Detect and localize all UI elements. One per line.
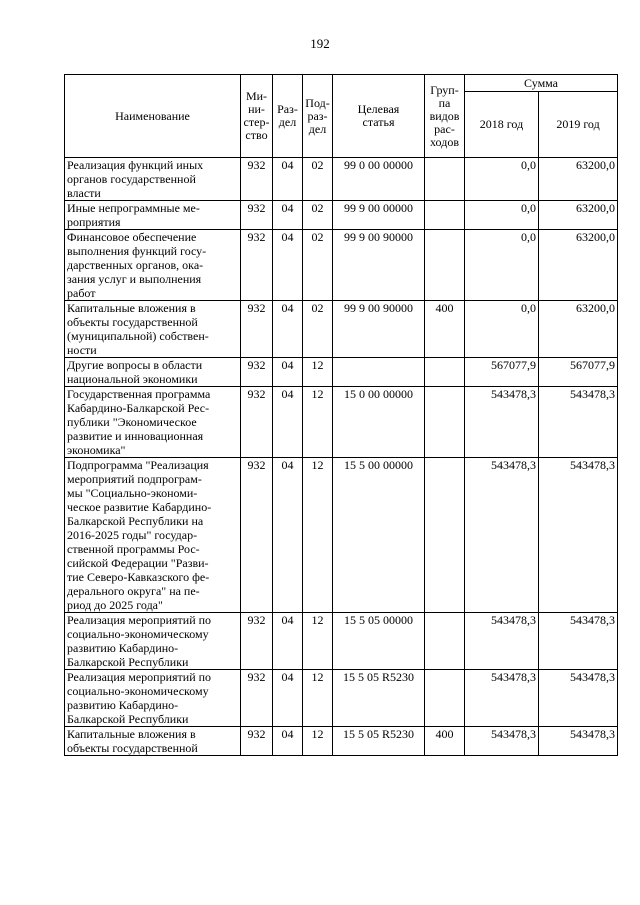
row-target-cell: 15 5 00 00000 [333, 458, 425, 613]
header-year-2019: 2019 год [539, 92, 618, 158]
row-expense-group-cell [425, 201, 465, 230]
row-name-cell: Государственная программа Кабардино-Балкарской Рес- публики "Экономическое развитие и инновационная экономика" [65, 387, 241, 458]
row-ministry-cell: 932 [241, 458, 273, 613]
row-target-cell [333, 358, 425, 387]
budget-table [64, 74, 618, 756]
row-ministry-cell: 932 [241, 301, 273, 358]
row-sum-2019-cell: 567077,9 [539, 358, 618, 387]
row-sum-2019-cell: 543478,3 [539, 613, 618, 670]
header-section: Раз- дел [273, 75, 303, 158]
row-expense-group-cell: 400 [425, 727, 465, 756]
row-sum-2019-cell: 543478,3 [539, 387, 618, 458]
row-name-cell: Иные непрограммные ме- роприятия [65, 201, 241, 230]
table-row [65, 158, 618, 201]
row-target-cell: 15 5 05 R5230 [333, 670, 425, 727]
row-name-cell: Подпрограмма "Реализация мероприятий подпрограм- мы "Социально-экономи- ческое развитие Кабардино- Балкарской Республики на 2016-2025 годы" государ- ственной программы Рос- сийской Федерации "Разви- тие Северо-Кавказского фе- дерального округа" на пе- риод до 2025 года" [65, 458, 241, 613]
table-row [65, 727, 618, 756]
row-ministry-cell: 932 [241, 613, 273, 670]
row-expense-group-cell [425, 387, 465, 458]
row-ministry-cell: 932 [241, 670, 273, 727]
row-name-cell: Реализация мероприятий по социально-экономическому развитию Кабардино- Балкарской Республики [65, 670, 241, 727]
row-sum-2019-cell: 63200,0 [539, 301, 618, 358]
row-section-cell: 04 [273, 230, 303, 301]
row-sum-2018-cell: 543478,3 [465, 727, 539, 756]
row-subsection-cell: 02 [303, 230, 333, 301]
row-target-cell: 15 0 00 00000 [333, 387, 425, 458]
row-section-cell: 04 [273, 301, 303, 358]
row-section-cell: 04 [273, 727, 303, 756]
row-section-cell: 04 [273, 201, 303, 230]
header-expense-group: Груп- па видов рас- ходов [425, 75, 465, 158]
row-subsection-cell: 12 [303, 727, 333, 756]
row-sum-2019-cell: 63200,0 [539, 201, 618, 230]
row-sum-2019-cell: 543478,3 [539, 727, 618, 756]
row-subsection-cell: 12 [303, 613, 333, 670]
table-row [65, 458, 618, 613]
row-sum-2018-cell: 543478,3 [465, 387, 539, 458]
table-row [65, 201, 618, 230]
row-target-cell: 99 0 00 00000 [333, 158, 425, 201]
row-sum-2019-cell: 63200,0 [539, 158, 618, 201]
table-row [65, 387, 618, 458]
row-sum-2019-cell: 543478,3 [539, 670, 618, 727]
row-expense-group-cell [425, 458, 465, 613]
header-sum: Сумма [465, 75, 618, 92]
row-target-cell: 99 9 00 90000 [333, 230, 425, 301]
row-name-cell: Реализация мероприятий по социально-экономическому развитию Кабардино- Балкарской Республики [65, 613, 241, 670]
row-subsection-cell: 12 [303, 458, 333, 613]
row-sum-2018-cell: 0,0 [465, 201, 539, 230]
table-row [65, 301, 618, 358]
row-sum-2018-cell: 543478,3 [465, 458, 539, 613]
row-section-cell: 04 [273, 670, 303, 727]
row-sum-2018-cell: 0,0 [465, 301, 539, 358]
row-sum-2018-cell: 0,0 [465, 230, 539, 301]
row-subsection-cell: 02 [303, 158, 333, 201]
row-expense-group-cell [425, 158, 465, 201]
row-expense-group-cell [425, 613, 465, 670]
table-row [65, 670, 618, 727]
row-section-cell: 04 [273, 387, 303, 458]
row-ministry-cell: 932 [241, 387, 273, 458]
row-section-cell: 04 [273, 613, 303, 670]
row-ministry-cell: 932 [241, 230, 273, 301]
row-target-cell: 99 9 00 00000 [333, 201, 425, 230]
row-name-cell: Реализация функций иных органов государственной власти [65, 158, 241, 201]
row-sum-2018-cell: 543478,3 [465, 613, 539, 670]
row-sum-2018-cell: 0,0 [465, 158, 539, 201]
table-row [65, 613, 618, 670]
row-target-cell: 99 9 00 90000 [333, 301, 425, 358]
header-name: Наименование [65, 75, 241, 158]
row-subsection-cell: 02 [303, 201, 333, 230]
row-target-cell: 15 5 05 R5230 [333, 727, 425, 756]
row-section-cell: 04 [273, 358, 303, 387]
header-ministry: Ми- ни- стер- ство [241, 75, 273, 158]
header-row [65, 75, 618, 92]
row-name-cell: Капитальные вложения в объекты государственной (муниципальной) собствен- ности [65, 301, 241, 358]
row-section-cell: 04 [273, 458, 303, 613]
row-target-cell: 15 5 05 00000 [333, 613, 425, 670]
row-section-cell: 04 [273, 158, 303, 201]
header-target: Целевая статья [333, 75, 425, 158]
header-subsection: Под- раз- дел [303, 75, 333, 158]
row-name-cell: Капитальные вложения в объекты государственной [65, 727, 241, 756]
row-expense-group-cell [425, 358, 465, 387]
table-body [65, 158, 618, 756]
row-name-cell: Другие вопросы в области национальной экономики [65, 358, 241, 387]
page-number: 192 [310, 36, 330, 51]
row-subsection-cell: 12 [303, 670, 333, 727]
row-sum-2019-cell: 543478,3 [539, 458, 618, 613]
row-ministry-cell: 932 [241, 201, 273, 230]
row-expense-group-cell [425, 230, 465, 301]
table-row [65, 358, 618, 387]
row-sum-2019-cell: 63200,0 [539, 230, 618, 301]
row-subsection-cell: 12 [303, 387, 333, 458]
row-subsection-cell: 12 [303, 358, 333, 387]
row-sum-2018-cell: 567077,9 [465, 358, 539, 387]
row-subsection-cell: 02 [303, 301, 333, 358]
header-year-2018: 2018 год [465, 92, 539, 158]
row-ministry-cell: 932 [241, 727, 273, 756]
row-name-cell: Финансовое обеспечение выполнения функций госу- дарственных органов, ока- зания услуг и выполнения работ [65, 230, 241, 301]
row-expense-group-cell: 400 [425, 301, 465, 358]
row-ministry-cell: 932 [241, 158, 273, 201]
row-ministry-cell: 932 [241, 358, 273, 387]
row-sum-2018-cell: 543478,3 [465, 670, 539, 727]
table-row [65, 230, 618, 301]
row-expense-group-cell [425, 670, 465, 727]
